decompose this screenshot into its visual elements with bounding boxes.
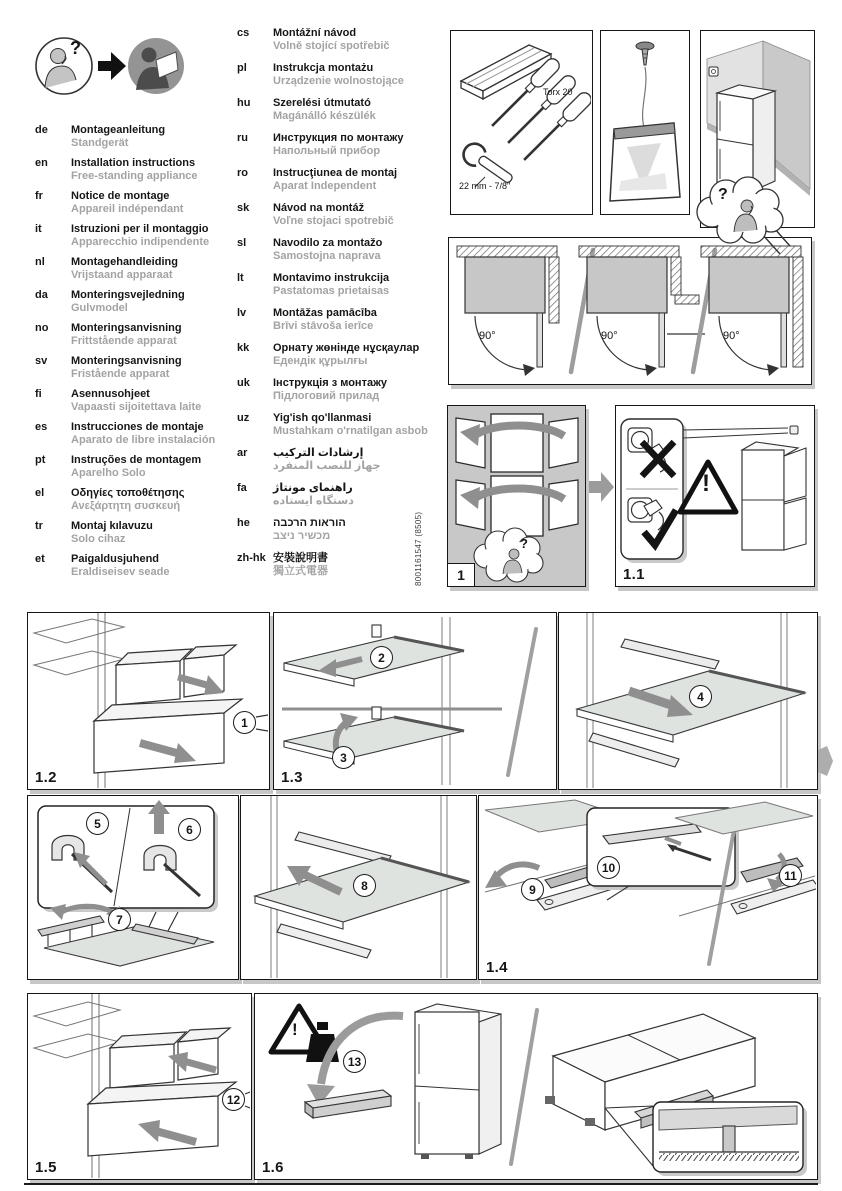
language-subtitle: Samostojna naprava bbox=[273, 250, 381, 262]
swing-arc bbox=[719, 316, 774, 370]
question-mark-glyph: ? bbox=[520, 536, 528, 551]
slash-divider bbox=[508, 629, 536, 775]
language-item-it bbox=[35, 223, 215, 249]
language-item-kk bbox=[237, 342, 428, 368]
language-title: Інструкція з монтажу bbox=[273, 377, 387, 389]
language-subtitle: Frittstående apparat bbox=[71, 335, 177, 347]
language-item-et bbox=[35, 553, 215, 579]
remove-shelves-illustration bbox=[274, 613, 555, 788]
language-subtitle: Vapaasti sijoitettava laite bbox=[71, 401, 202, 413]
language-subtitle: Voľne stojaci spotrebič bbox=[273, 215, 394, 227]
language-title: Montavimo instrukcija bbox=[273, 272, 390, 284]
step-3-badge: 3 bbox=[332, 746, 355, 769]
open-door bbox=[537, 313, 543, 367]
language-subtitle: Aparato de libre instalación bbox=[71, 434, 216, 446]
swing-arc bbox=[475, 316, 530, 370]
open-door bbox=[659, 313, 665, 367]
pointer-line bbox=[643, 67, 646, 127]
clearance-variant-1 bbox=[457, 246, 559, 376]
language-title: Montāžas pamācība bbox=[273, 307, 377, 319]
wall-socket-icon bbox=[709, 67, 718, 76]
panel-1-1-label: 1.1 bbox=[623, 566, 645, 583]
fridge-top-view bbox=[709, 257, 789, 313]
step-7-badge: 7 bbox=[108, 908, 131, 931]
rivet-icon bbox=[636, 42, 654, 65]
language-subtitle: دستگاه ایستاده bbox=[273, 495, 354, 507]
remove-drawers-illustration bbox=[28, 613, 268, 788]
language-subtitle: Solo cihaz bbox=[71, 533, 126, 545]
door-clearance-panel bbox=[448, 237, 812, 385]
step-2-badge: 2 bbox=[370, 646, 393, 669]
exclamation-glyph: ! bbox=[702, 470, 710, 497]
language-subtitle: Eraldiseisev seade bbox=[71, 566, 170, 578]
language-item-he bbox=[237, 517, 428, 543]
language-code: el bbox=[35, 487, 45, 499]
thought-bubble bbox=[692, 172, 794, 258]
drawer-icon bbox=[94, 699, 242, 773]
language-item-ar bbox=[237, 447, 428, 473]
panel-1-door-reversal bbox=[447, 405, 586, 587]
language-code: es bbox=[35, 421, 48, 433]
language-item-lv bbox=[237, 307, 428, 333]
language-title: 安裝說明書 bbox=[273, 552, 328, 564]
language-title: Montageanleitung bbox=[71, 124, 166, 136]
door-panel bbox=[549, 480, 578, 530]
step-8-badge: 8 bbox=[353, 874, 376, 897]
panel-1-4-label: 1.4 bbox=[486, 959, 508, 976]
language-title: Instrucciones de montaje bbox=[71, 421, 204, 433]
language-code: sv bbox=[35, 355, 48, 367]
angle-label: 90° bbox=[723, 330, 740, 342]
panel-1-1-power-warning bbox=[615, 405, 815, 587]
language-title: Montaj kılavuzu bbox=[71, 520, 153, 532]
language-item-es bbox=[35, 421, 215, 447]
language-code: hu bbox=[237, 97, 251, 109]
torx-size-label: Torx 20 bbox=[543, 87, 573, 97]
language-item-lt bbox=[237, 272, 428, 298]
language-title: Paigaldusjuhend bbox=[71, 553, 160, 565]
language-code: sl bbox=[237, 237, 247, 249]
shelf-line bbox=[34, 1002, 120, 1026]
header-pictograms-art bbox=[32, 30, 187, 102]
language-subtitle: Aparat Independent bbox=[273, 180, 377, 192]
language-code: sk bbox=[237, 202, 250, 214]
language-title: Asennusohjeet bbox=[71, 388, 150, 400]
language-item-uz bbox=[237, 412, 428, 438]
thought-bubble-art bbox=[692, 172, 794, 258]
panel-1-label: 1 bbox=[448, 563, 475, 586]
language-item-sk bbox=[237, 202, 428, 228]
shelf-line bbox=[34, 1034, 120, 1058]
question-mark-glyph: ? bbox=[718, 186, 728, 203]
language-list-column-1 bbox=[35, 124, 215, 586]
clearance-variant-3 bbox=[701, 246, 803, 376]
language-code: pt bbox=[35, 454, 46, 466]
language-item-de bbox=[35, 124, 215, 150]
language-title: Monteringsvejledning bbox=[71, 289, 185, 301]
language-subtitle: Gulvmodel bbox=[71, 302, 128, 314]
language-title: Monteringsanvisning bbox=[71, 322, 182, 334]
language-item-sv bbox=[35, 355, 215, 381]
step-9-badge: 9 bbox=[521, 878, 544, 901]
language-title: Instrukcja montażu bbox=[273, 62, 374, 74]
language-item-fi bbox=[35, 388, 215, 414]
language-code: de bbox=[35, 124, 48, 136]
arrow-right-icon bbox=[98, 52, 126, 80]
language-item-tr bbox=[35, 520, 215, 546]
fridge-top-view bbox=[587, 257, 667, 313]
language-code: tr bbox=[35, 520, 43, 532]
language-item-pl bbox=[237, 62, 428, 88]
language-subtitle: Напольный прибор bbox=[273, 145, 381, 157]
language-code: kk bbox=[237, 342, 250, 354]
fittings-bag-illustration bbox=[601, 31, 688, 213]
step-12-badge: 12 bbox=[222, 1088, 245, 1111]
language-subtitle: Appareil indépendant bbox=[71, 203, 184, 215]
language-title: Instrucţiunea de montaj bbox=[273, 167, 398, 179]
panel-1-4-rail-swap bbox=[478, 795, 818, 980]
language-subtitle: Standgerät bbox=[71, 137, 129, 149]
slash-divider bbox=[511, 1010, 537, 1164]
step-10-badge: 10 bbox=[597, 856, 620, 879]
language-item-ro bbox=[237, 167, 428, 193]
language-title: Montagehandleiding bbox=[71, 256, 178, 268]
language-title: راهنمای مونتاژ bbox=[273, 482, 353, 494]
fridge-cabinet-icon bbox=[742, 442, 806, 550]
language-item-da bbox=[35, 289, 215, 315]
door-panel bbox=[456, 480, 485, 530]
remove-arrow bbox=[495, 864, 539, 878]
shelf-line bbox=[34, 651, 124, 675]
panel-1-3-remove-shelves bbox=[273, 612, 557, 790]
step-1-badge: 1 bbox=[233, 711, 256, 734]
glass-shelf-icon bbox=[284, 707, 464, 764]
language-subtitle: Magánálló készülék bbox=[273, 110, 376, 122]
reinstall-shelf-illustration bbox=[559, 613, 816, 788]
language-code: nl bbox=[35, 256, 45, 268]
language-title: Инструкция по монтажу bbox=[273, 132, 404, 144]
step-13-badge: 13 bbox=[343, 1050, 366, 1073]
door-panel bbox=[456, 418, 485, 468]
language-code: uk bbox=[237, 377, 250, 389]
upright-fridge-icon bbox=[415, 1004, 501, 1159]
language-code: ru bbox=[237, 132, 248, 144]
language-code: uz bbox=[237, 412, 250, 424]
shelf-line bbox=[34, 619, 124, 643]
power-warning-illustration bbox=[616, 406, 813, 585]
drawer-icon bbox=[88, 1082, 236, 1156]
language-subtitle: Urządzenie wolnostojące bbox=[273, 75, 404, 87]
language-subtitle: Mustahkam o'rnatilgan asbob bbox=[273, 425, 428, 437]
language-item-fr bbox=[35, 190, 215, 216]
language-title: إرشادات التركيب bbox=[273, 447, 364, 459]
language-title: Notice de montage bbox=[71, 190, 170, 202]
language-title: Szerelési útmutató bbox=[273, 97, 371, 109]
drawer-icon bbox=[110, 1028, 230, 1088]
language-item-en bbox=[35, 157, 215, 183]
rear-bracket bbox=[621, 639, 719, 669]
language-item-cs bbox=[237, 27, 428, 53]
language-title: Instruções de montagem bbox=[71, 454, 202, 466]
language-item-hu bbox=[237, 97, 428, 123]
language-code: fr bbox=[35, 190, 43, 202]
step-6-badge: 6 bbox=[178, 818, 201, 841]
panel-rail-clips bbox=[27, 795, 239, 980]
panel-slide-shelf-in bbox=[240, 795, 477, 980]
angle-label: 90° bbox=[479, 330, 496, 342]
language-item-sl bbox=[237, 237, 428, 263]
page-bottom-rule bbox=[24, 1183, 818, 1185]
panel-1-6-label: 1.6 bbox=[262, 1159, 284, 1176]
fittings-bag-panel bbox=[600, 30, 690, 215]
panel-1-6-lay-down bbox=[254, 993, 818, 1180]
step-5-badge: 5 bbox=[86, 812, 109, 835]
language-subtitle: 獨立式電器 bbox=[273, 565, 328, 577]
wall-socket-icon bbox=[790, 426, 798, 434]
language-code: da bbox=[35, 289, 48, 301]
language-code: fa bbox=[237, 482, 247, 494]
language-title: Návod na montáž bbox=[273, 202, 365, 214]
language-subtitle: Fristående apparat bbox=[71, 368, 170, 380]
language-item-fa bbox=[237, 482, 428, 508]
open-door bbox=[784, 448, 806, 502]
language-code: zh-hk bbox=[237, 552, 266, 564]
language-subtitle: Free-standing appliance bbox=[71, 170, 198, 182]
fridge-top-view bbox=[465, 257, 545, 313]
door-clearance-illustration bbox=[449, 238, 810, 383]
language-subtitle: Pastatomas prietaisas bbox=[273, 285, 390, 297]
language-code: cs bbox=[237, 27, 250, 39]
panel-1-2-remove-drawers bbox=[27, 612, 270, 790]
language-item-el bbox=[35, 487, 215, 513]
panel-1-2-label: 1.2 bbox=[35, 769, 57, 786]
language-item-no bbox=[35, 322, 215, 348]
plastic-bag-icon bbox=[610, 123, 680, 201]
language-code: lt bbox=[237, 272, 244, 284]
open-door bbox=[784, 498, 806, 550]
language-subtitle: Едендік құрылғы bbox=[273, 355, 368, 367]
wrench-size-label: 22 mm - 7/8" bbox=[459, 181, 511, 191]
language-code: pl bbox=[237, 62, 247, 74]
shelf-stop bbox=[372, 625, 381, 637]
door-panel bbox=[549, 418, 578, 468]
language-subtitle: Brīvi stāvoša ierīce bbox=[273, 320, 374, 332]
language-title: Yig'ish qo'llanmasi bbox=[273, 412, 372, 424]
language-title: Istruzioni per il montaggio bbox=[71, 223, 209, 235]
language-list-column-2 bbox=[237, 27, 428, 587]
language-subtitle: Volně stojící spotřebič bbox=[273, 40, 390, 52]
language-code: ar bbox=[237, 447, 248, 459]
language-subtitle: Apparecchio indipendente bbox=[71, 236, 210, 248]
step-11-badge: 11 bbox=[779, 864, 802, 887]
language-title: Montážní návod bbox=[273, 27, 357, 39]
tools-panel bbox=[450, 30, 593, 215]
language-title: Monteringsanvisning bbox=[71, 355, 182, 367]
language-subtitle: جهاز للنصب المنفرد bbox=[273, 460, 381, 472]
rail-icon bbox=[277, 924, 371, 958]
language-code: ro bbox=[237, 167, 248, 179]
language-code: fi bbox=[35, 388, 42, 400]
wood-block-icon bbox=[723, 1126, 735, 1152]
lay-down-illustration bbox=[255, 994, 816, 1178]
place-arrow bbox=[321, 1016, 403, 1084]
language-subtitle: מכשיר ניצב bbox=[273, 530, 331, 542]
language-title: Орнату жөнінде нұсқаулар bbox=[273, 342, 420, 354]
document-number: 8001161547 (8505) bbox=[414, 511, 423, 586]
language-title: Installation instructions bbox=[71, 157, 196, 169]
reinstall-drawers-illustration bbox=[28, 994, 250, 1178]
next-step-arrow-icon bbox=[589, 470, 615, 504]
door-reversal-illustration bbox=[448, 406, 584, 585]
panel-1-5-label: 1.5 bbox=[35, 1159, 57, 1176]
glass-shelf-icon bbox=[577, 671, 805, 742]
language-code: it bbox=[35, 223, 42, 235]
open-door bbox=[781, 313, 787, 367]
language-subtitle: Aparelho Solo bbox=[71, 467, 146, 479]
language-title: Οδηγίες τοποθέτησης bbox=[71, 487, 185, 499]
language-subtitle: Ανεξάρτητη συσκευή bbox=[71, 500, 181, 512]
language-code: no bbox=[35, 322, 49, 334]
language-code: lv bbox=[237, 307, 247, 319]
language-item-ru bbox=[237, 132, 428, 158]
angle-label: 90° bbox=[601, 330, 618, 342]
step-4-badge: 4 bbox=[689, 685, 712, 708]
panel-1-3-label: 1.3 bbox=[281, 769, 303, 786]
exclamation-glyph: ! bbox=[292, 1020, 298, 1039]
drawer-icon bbox=[116, 645, 236, 705]
question-mark-glyph: ? bbox=[70, 38, 81, 58]
language-code: et bbox=[35, 553, 45, 565]
language-title: הוראות הרכבה bbox=[273, 517, 346, 529]
language-code: he bbox=[237, 517, 250, 529]
language-item-uk bbox=[237, 377, 428, 403]
swing-arc bbox=[597, 316, 652, 370]
language-code: en bbox=[35, 157, 48, 169]
cloud-icon bbox=[697, 177, 783, 243]
language-title: Navodilo za montažo bbox=[273, 237, 383, 249]
clearance-variant-2 bbox=[579, 246, 705, 376]
language-item-zh-hk bbox=[237, 552, 428, 578]
page-continuation-tab-icon bbox=[818, 746, 834, 776]
panel-reinstall-shelf bbox=[558, 612, 818, 790]
panel-1-5-reinstall-drawers bbox=[27, 993, 252, 1180]
language-item-pt bbox=[35, 454, 215, 480]
shelf-stop bbox=[372, 707, 381, 719]
language-subtitle: Підлоговий прилад bbox=[273, 390, 380, 402]
rail-clips-illustration bbox=[28, 796, 237, 978]
language-subtitle: Vrijstaand apparaat bbox=[71, 269, 173, 281]
header-pictograms bbox=[32, 30, 187, 102]
language-item-nl bbox=[35, 256, 215, 282]
